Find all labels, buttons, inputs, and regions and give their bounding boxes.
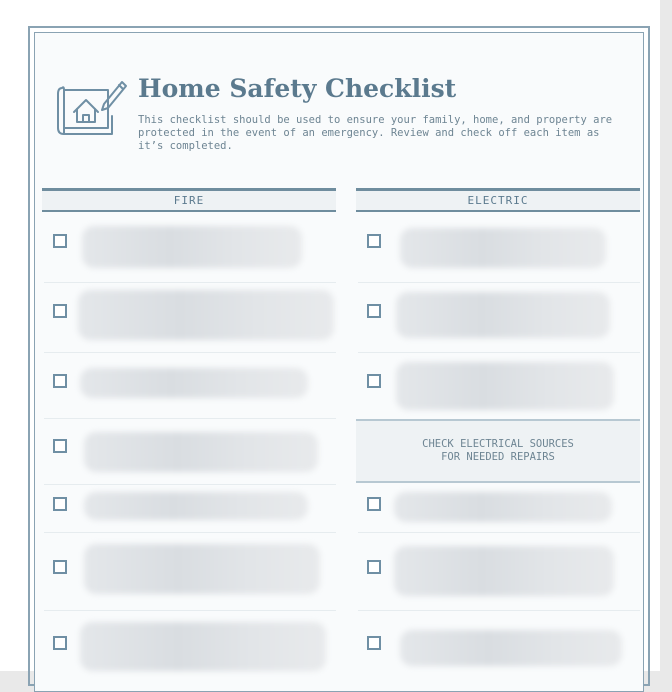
- fire-item-2-checkbox[interactable]: [53, 304, 67, 318]
- fire-item-3-text-redacted: [80, 368, 308, 398]
- electric-column-header: ELECTRIC: [356, 188, 640, 212]
- row-divider: [44, 610, 336, 611]
- electric-item-1-text-redacted: [400, 228, 606, 268]
- row-divider: [44, 484, 336, 485]
- fire-item-5-text-redacted: [84, 492, 308, 520]
- fire-item-5-checkbox[interactable]: [53, 497, 67, 511]
- electric-subsection-line2: FOR NEEDED REPAIRS: [441, 451, 555, 463]
- electric-item-1-checkbox[interactable]: [367, 234, 381, 248]
- page-description: This checklist should be used to ensure your family, home, and property are protected in the event of an emergency. Review and check off each item as it’s completed.: [138, 114, 613, 152]
- fire-item-4-text-redacted: [84, 432, 318, 472]
- row-divider: [358, 532, 640, 533]
- electric-item-4-text-redacted: [394, 492, 612, 522]
- fire-item-3-checkbox[interactable]: [53, 374, 67, 388]
- page-title: Home Safety Checklist: [138, 74, 457, 103]
- electric-subsection-header: [356, 419, 640, 483]
- electric-item-6-text-redacted: [400, 630, 622, 666]
- electric-item-3-checkbox[interactable]: [367, 374, 381, 388]
- electric-item-2-checkbox[interactable]: [367, 304, 381, 318]
- row-divider: [44, 352, 336, 353]
- fire-column-header: FIRE: [42, 188, 336, 212]
- fire-item-6-checkbox[interactable]: [53, 560, 67, 574]
- fire-item-7-checkbox[interactable]: [53, 636, 67, 650]
- row-divider: [44, 532, 336, 533]
- row-divider: [358, 610, 640, 611]
- fire-item-2-text-redacted: [78, 290, 334, 340]
- row-divider: [44, 282, 336, 283]
- electric-item-2-text-redacted: [396, 292, 610, 338]
- house-blueprint-icon: [56, 78, 128, 136]
- row-divider: [44, 418, 336, 419]
- row-divider: [358, 352, 640, 353]
- fire-item-6-text-redacted: [84, 544, 320, 594]
- electric-item-5-text-redacted: [394, 546, 614, 596]
- electric-subsection-line1: CHECK ELECTRICAL SOURCES: [422, 438, 574, 450]
- fire-item-4-checkbox[interactable]: [53, 439, 67, 453]
- electric-item-3-text-redacted: [396, 362, 614, 410]
- fire-item-7-text-redacted: [80, 622, 326, 671]
- electric-item-4-checkbox[interactable]: [367, 497, 381, 511]
- row-divider: [358, 282, 640, 283]
- electric-item-5-checkbox[interactable]: [367, 560, 381, 574]
- fire-item-1-text-redacted: [82, 226, 302, 268]
- fire-item-1-checkbox[interactable]: [53, 234, 67, 248]
- electric-item-6-checkbox[interactable]: [367, 636, 381, 650]
